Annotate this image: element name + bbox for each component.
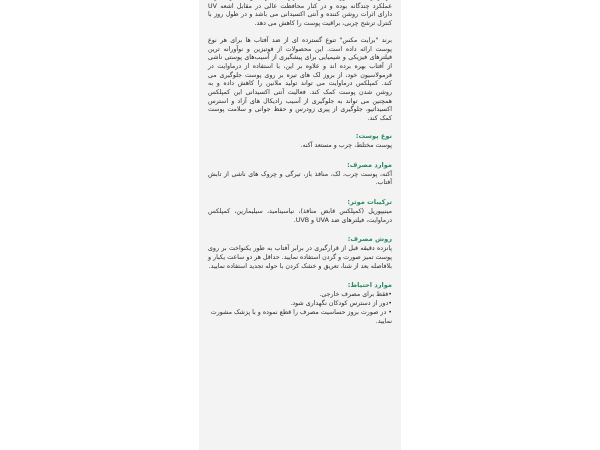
intro-paragraph-2: برند "برایت مکس" تنوع گسترده ای از ضد آفتاب ها برای هر نوع پوست ارائه داده است. این محصولات از فوتیزین و نوآورانه ترین فیلترهای فیزیکی و شیمیایی برای پیشگیری از آسیب‌های پوستی ناشی از آفتاب بهره برده اند و علاوه بر این، با استفاده از درماوایت در فرمولاسیون خود، از بروز لک های تیره بر روی پوست جلوگیری می کند. کمپلکس درماوایت می تواند تولید ملانین را کاهش داده و به روشن شدن پوست کمک کند. فعالیت آنتی اکسیدانی این کمپلکس همچنین می تواند به جلوگیری از آسیب رادیکال های آزاد و استرس اکسیداتیو، جلوگیری از پیری زودرس و حفظ جوانی و سلامت پوست کمک کند. (208, 36, 392, 123)
section-directions (208, 235, 392, 271)
description-content (199, 0, 401, 336)
section-cautions (208, 281, 392, 326)
caution-item: •دور از دسترس کودکان نگهداری شود. (290, 300, 392, 308)
usage-heading: موارد مصرف: (347, 160, 392, 169)
skin-type-text: پوست مختلط، چرب و مستعد آکنه. (300, 141, 392, 149)
skin-type-heading: نوع پوست: (355, 131, 392, 140)
caution-item: • در صورت بروز حساسیت مصرف را قطع نموده و با پزشک مشورت نمایید. (210, 308, 392, 325)
directions-text: پانزده دقیقه قبل از قرارگیری در برابر آفتاب به طور یکنواخت بر روی پوست تمیز صورت و گردن استفاده نمایید. حداقل هر دو ساعت یکبار و بلافاصله بعد از شنا، تعریق و خشک کردن با حوله تجدید استفاده نمایید. (208, 245, 392, 270)
cautions-list (208, 291, 392, 326)
section-usage (208, 161, 392, 188)
caution-item: •فقط برای مصرف خارجی. (319, 291, 392, 299)
cautions-heading: موارد احتیاط: (347, 281, 392, 290)
section-skin-type (208, 132, 392, 151)
product-description-panel (199, 0, 401, 450)
ingredients-text: مینیپوریل (کمپلکس قابض منافذ)، نیاسینامید، سیلیمارین، کمپلکس درماوایت، فیلترهای ضد UVA و UVB. (208, 207, 392, 224)
usage-text: آکنه، پوست چرب، لک، منافذ باز، تیرگی و چروک های ناشی از تابش آفتاب. (208, 170, 392, 187)
ingredients-heading: ترکیبات موثر: (347, 197, 392, 206)
section-ingredients (208, 198, 392, 225)
directions-heading: روش مصرف: (347, 235, 392, 244)
intro-paragraph-1: عملکرد چندگانه بوده و در کنار محافظت عالی در مقابل اشعه UV دارای اثرات روشن کننده و آنتی اکسیدانی می باشد و در طول روز با کنترل ترشح چربی، براقیت پوست را کاهش می دهد. (208, 2, 392, 28)
